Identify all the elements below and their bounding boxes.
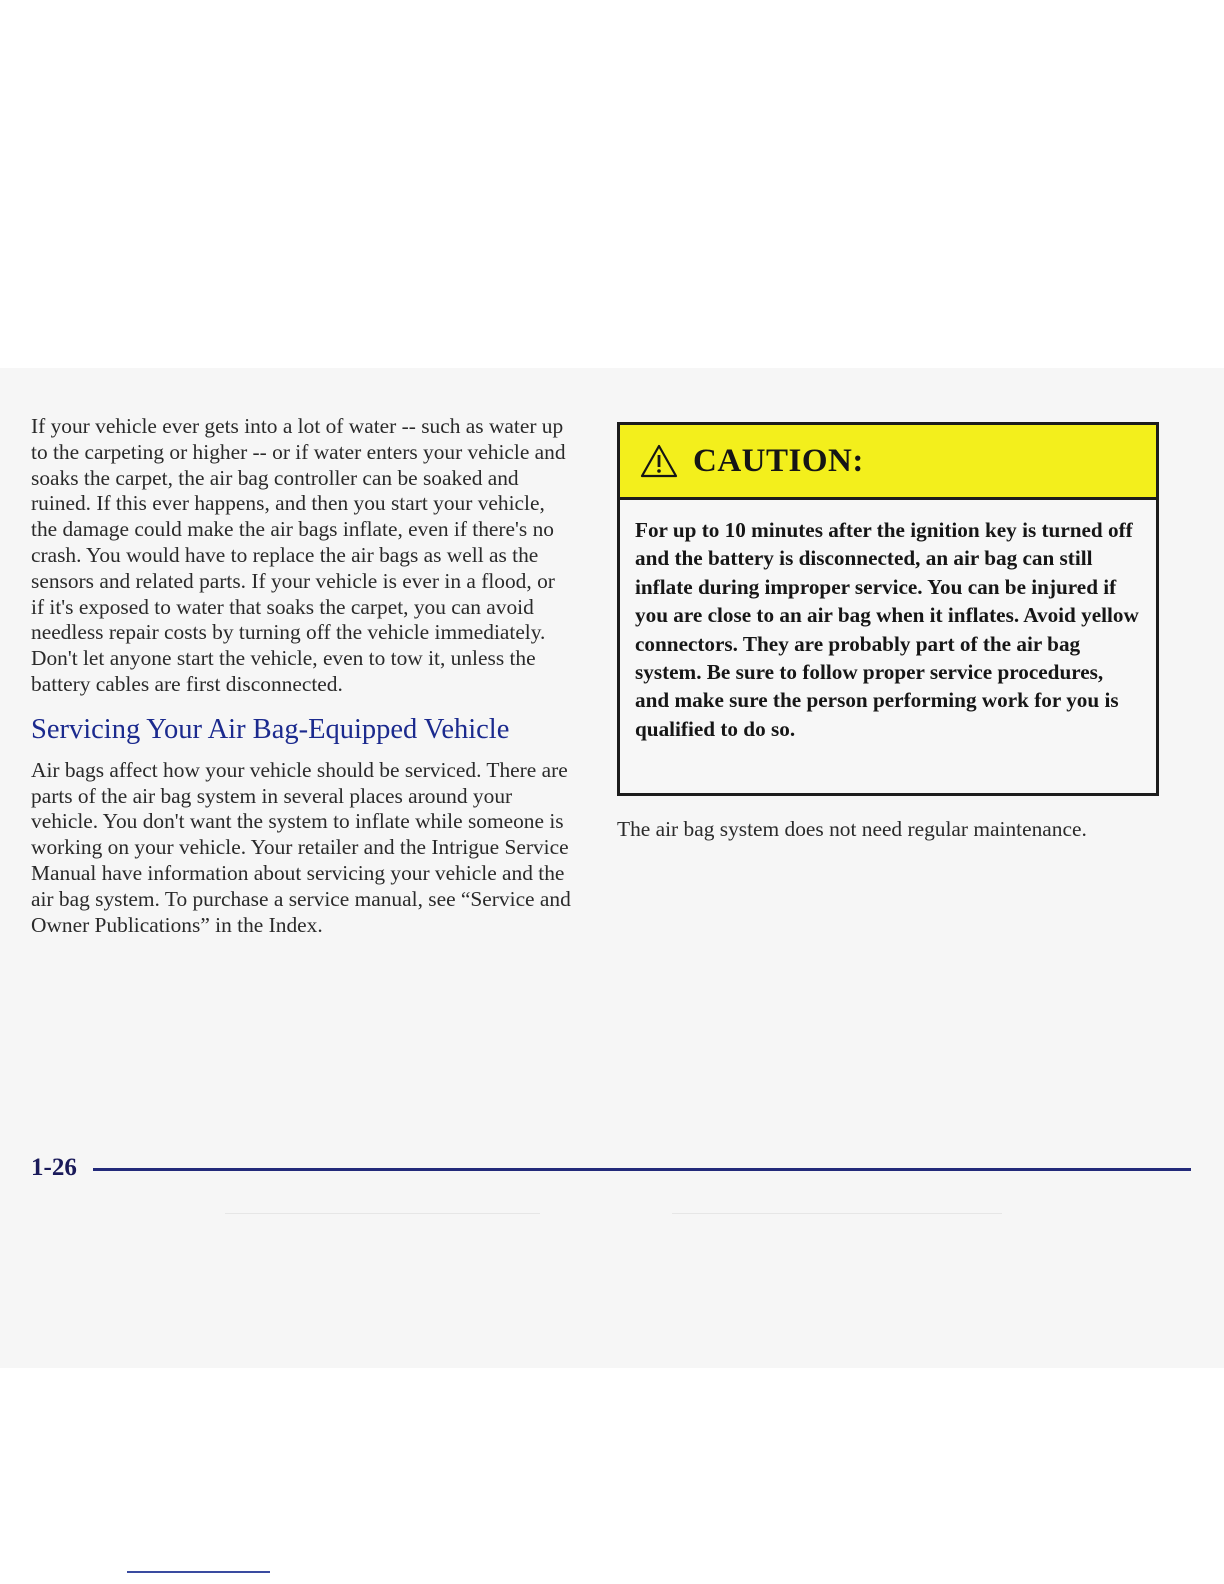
caution-title: CAUTION: [693,442,864,479]
page-footer [31,1151,1161,1185]
maintenance-paragraph: The air bag system does not need regular maintenance. [617,817,1087,841]
page-number: 1-26 [31,1154,77,1181]
caution-box [617,422,1159,796]
faint-divider [225,1213,540,1214]
bottom-divider [127,1571,270,1573]
flood-paragraph: If your vehicle ever gets into a lot of water -- such as water up to the carpeting or higher -- or if water enters your vehicle and soaks the carpet, the air bag controller can be soaked and ruined. If this ever happens, and then you start your vehicle, the damage could make the air bags inflate, even if there's no crash. You would have to replace the air bags as well as the sensors and related parts. If your vehicle is ever in a flood, or if it's exposed to water that soaks the carpet, you can avoid needless repair costs by turning off the vehicle immediately. Don't let anyone start the vehicle, even to tow it, unless the battery cables are first disconnected. [31,414,566,696]
warning-triangle-icon [640,444,678,478]
left-column [31,414,571,938]
caution-header [620,425,1156,500]
section-heading: Servicing Your Air Bag-Equipped Vehicle [31,713,510,745]
footer-rule [93,1168,1191,1171]
faint-divider [672,1213,1002,1214]
caution-text: For up to 10 minutes after the ignition key is turned off and the battery is disconnected, an air bag can still inflate during improper service. You can be injured if you are close to an air bag when it inflates. Avoid yellow connectors. They are probably part of the air bag system. Be sure to follow proper service procedures, and make sure the person performing work for you is qualified to do so. [635,518,1139,741]
servicing-paragraph: Air bags affect how your vehicle should be serviced. There are parts of the air bag system in several places around your vehicle. You don't want the system to inflate while someone is working on your vehicle. Your retailer and the Intrigue Service Manual have information about servicing your vehicle and the air bag system. To purchase a service manual, see “Service and Owner Publications” in the Index. [31,757,571,937]
